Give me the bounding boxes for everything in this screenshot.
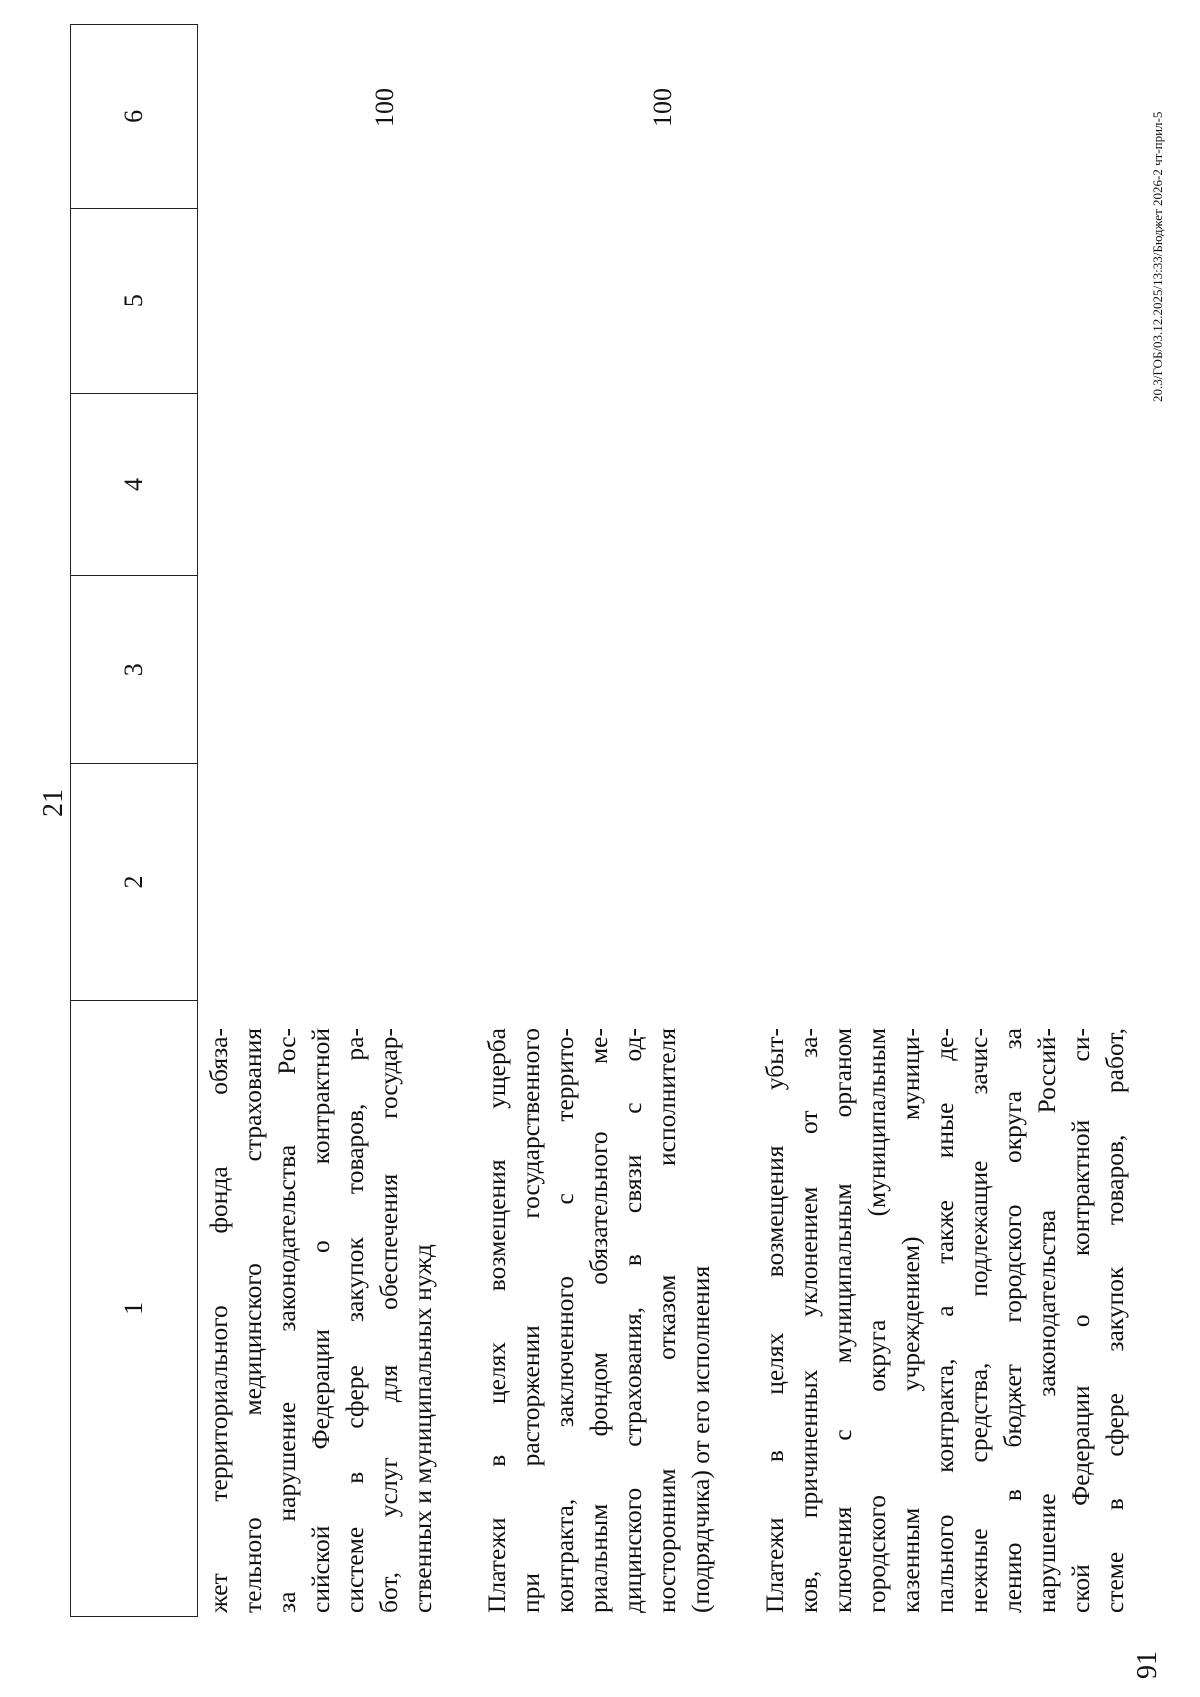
table-row [202,24,440,1617]
description-line: носторонним отказом исполнителя [652,1028,681,1613]
row-description [202,1028,440,1617]
description-line: при расторжении государственного [516,1028,545,1613]
description-line: жет территориального фонда обяза- [204,1028,233,1613]
description-line: нарушение законодательства Россий- [1032,1028,1061,1613]
footer-document-code: 20.3/ГОБ/03.12.2025/13:33/Бюджет 2026-2 чт-прил-5 [1150,111,1165,402]
revenue-table [70,24,1160,1617]
description-line: стеме в сфере закупок товаров, работ, [1100,1028,1129,1613]
column-header-1: 1 [71,1000,197,1616]
description-line: за нарушение законодательства Рос- [272,1028,301,1613]
description-line: риальным фондом обязательного ме- [584,1028,613,1613]
table-body [202,24,1172,1617]
description-line: ственных и муниципальных нужд [408,1244,437,1613]
table-row [758,24,1132,1617]
description-line: Платежи в целях возмещения ущерба [482,1028,511,1613]
corner-page-number: 91 [1132,1651,1163,1679]
row-col6-value: 100 [370,88,399,127]
description-line: нежные средства, подлежащие зачис- [964,1028,993,1613]
description-line: тельного медицинского страхования [238,1028,267,1613]
description-line: городского округа (муниципальным [862,1028,891,1613]
description-line: контракта, заключенного с террито- [550,1028,579,1613]
column-header-3: 3 [71,575,197,763]
description-line: казенным учреждением) муници- [896,1028,925,1613]
description-line: лению в бюджет городского округа за [998,1028,1027,1613]
column-header-2: 2 [71,763,197,1000]
table-header-row [70,24,198,1617]
column-header-4: 4 [71,393,197,576]
description-line: Платежи в целях возмещения убыт- [760,1028,789,1613]
description-line: (подрядчика) от его исполнения [686,1265,715,1613]
table-row [480,24,718,1617]
column-header-6: 6 [119,109,148,123]
description-line: сийской Федерации о контрактной [306,1028,335,1613]
page-number: 21 [38,789,69,817]
description-line: ключения с муниципальным органом [828,1028,857,1613]
description-line: ской Федерации о контрактной си- [1066,1028,1095,1613]
description-line: дицинского страхования, в связи с од- [618,1028,647,1613]
row-description [480,1028,718,1617]
description-line: пального контракта, а также иные де- [930,1028,959,1613]
column-header-5: 5 [71,208,197,393]
description-line: системе в сфере закупок товаров, ра- [340,1028,369,1613]
row-description [758,1028,1132,1617]
description-line: ков, причиненных уклонением от за- [794,1028,823,1613]
row-col6-value: 100 [648,88,677,127]
description-line: бот, услуг для обеспечения государ- [374,1028,403,1613]
